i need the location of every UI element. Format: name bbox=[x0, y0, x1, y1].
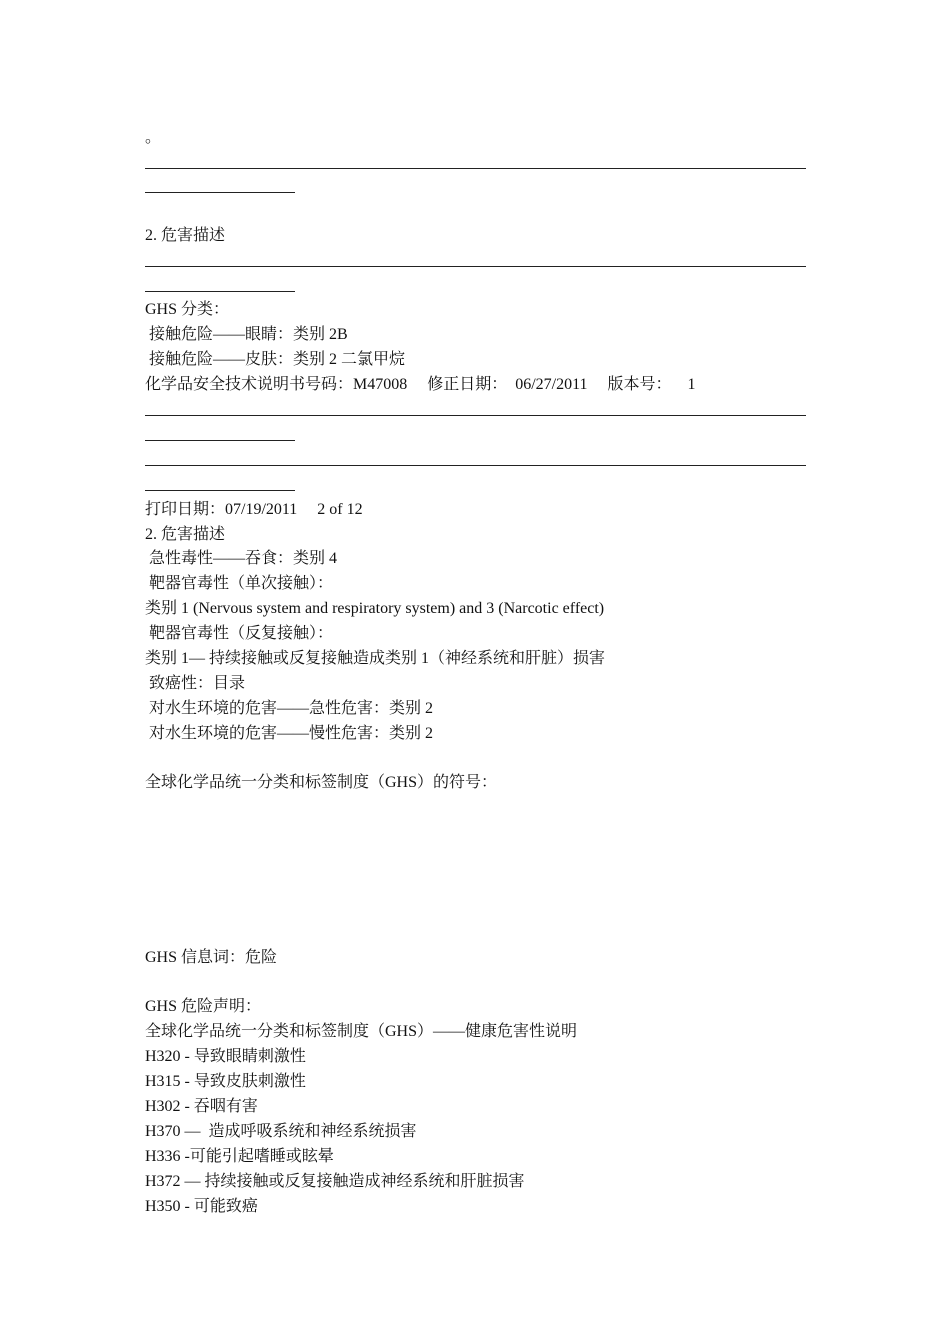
separator-rule-short bbox=[145, 291, 295, 292]
hazard-statement: H302 - 吞咽有害 bbox=[145, 1098, 258, 1115]
classification-item: 靶器官毒性（单次接触）： bbox=[145, 575, 334, 592]
separator-rule bbox=[145, 415, 806, 416]
classification-item: 接触危险——皮肤：类别 2 二氯甲烷 bbox=[145, 351, 406, 368]
top-mark: 。 bbox=[145, 129, 162, 146]
classification-item: 类别 1 (Nervous system and respiratory system) and 3 (Narcotic effect) bbox=[145, 600, 605, 617]
section-heading: 2. 危害描述 bbox=[145, 227, 226, 244]
separator-rule-short bbox=[145, 192, 295, 193]
hazard-statement: H370 — 造成呼吸系统和神经系统损害 bbox=[145, 1123, 417, 1140]
classification-item: 对水生环境的危害——急性危害：类别 2 bbox=[145, 700, 434, 717]
hazard-statements-subheading: 全球化学品统一分类和标签制度（GHS）——健康危害性说明 bbox=[145, 1023, 578, 1040]
hazard-statement: H350 - 可能致癌 bbox=[145, 1198, 258, 1215]
classification-item: 类别 1— 持续接触或反复接触造成类别 1（神经系统和肝脏）损害 bbox=[145, 650, 606, 667]
ghs-classification-label: GHS 分类： bbox=[145, 301, 230, 318]
hazard-statement: H372 — 持续接触或反复接触造成神经系统和肝脏损害 bbox=[145, 1173, 525, 1190]
classification-item: 接触危险——眼睛：类别 2B bbox=[145, 326, 348, 343]
separator-rule bbox=[145, 168, 806, 169]
separator-rule-short bbox=[145, 490, 295, 491]
msds-document-info: 化学品安全技术说明书号码：M47008 修正日期： 06/27/2011 版本号： 1 bbox=[145, 376, 696, 393]
separator-rule-short bbox=[145, 440, 295, 441]
classification-item: 致癌性：目录 bbox=[145, 675, 246, 692]
separator-rule bbox=[145, 266, 806, 267]
classification-item: 靶器官毒性（反复接触）： bbox=[145, 625, 334, 642]
ghs-signal-word: GHS 信息词：危险 bbox=[145, 949, 278, 966]
hazard-statement: H315 - 导致皮肤刺激性 bbox=[145, 1073, 306, 1090]
hazard-statement: H336 -可能引起嗜睡或眩晕 bbox=[145, 1148, 334, 1165]
classification-item: 急性毒性——吞食：类别 4 bbox=[145, 550, 338, 567]
section-heading: 2. 危害描述 bbox=[145, 526, 226, 543]
hazard-statement: H320 - 导致眼睛刺激性 bbox=[145, 1048, 306, 1065]
classification-item: 对水生环境的危害——慢性危害：类别 2 bbox=[145, 725, 434, 742]
separator-rule bbox=[145, 465, 806, 466]
ghs-symbols-label: 全球化学品统一分类和标签制度（GHS）的符号： bbox=[145, 774, 498, 791]
hazard-statements-label: GHS 危险声明： bbox=[145, 998, 262, 1015]
print-date-page-info: 打印日期：07/19/2011 2 of 12 bbox=[145, 501, 363, 518]
